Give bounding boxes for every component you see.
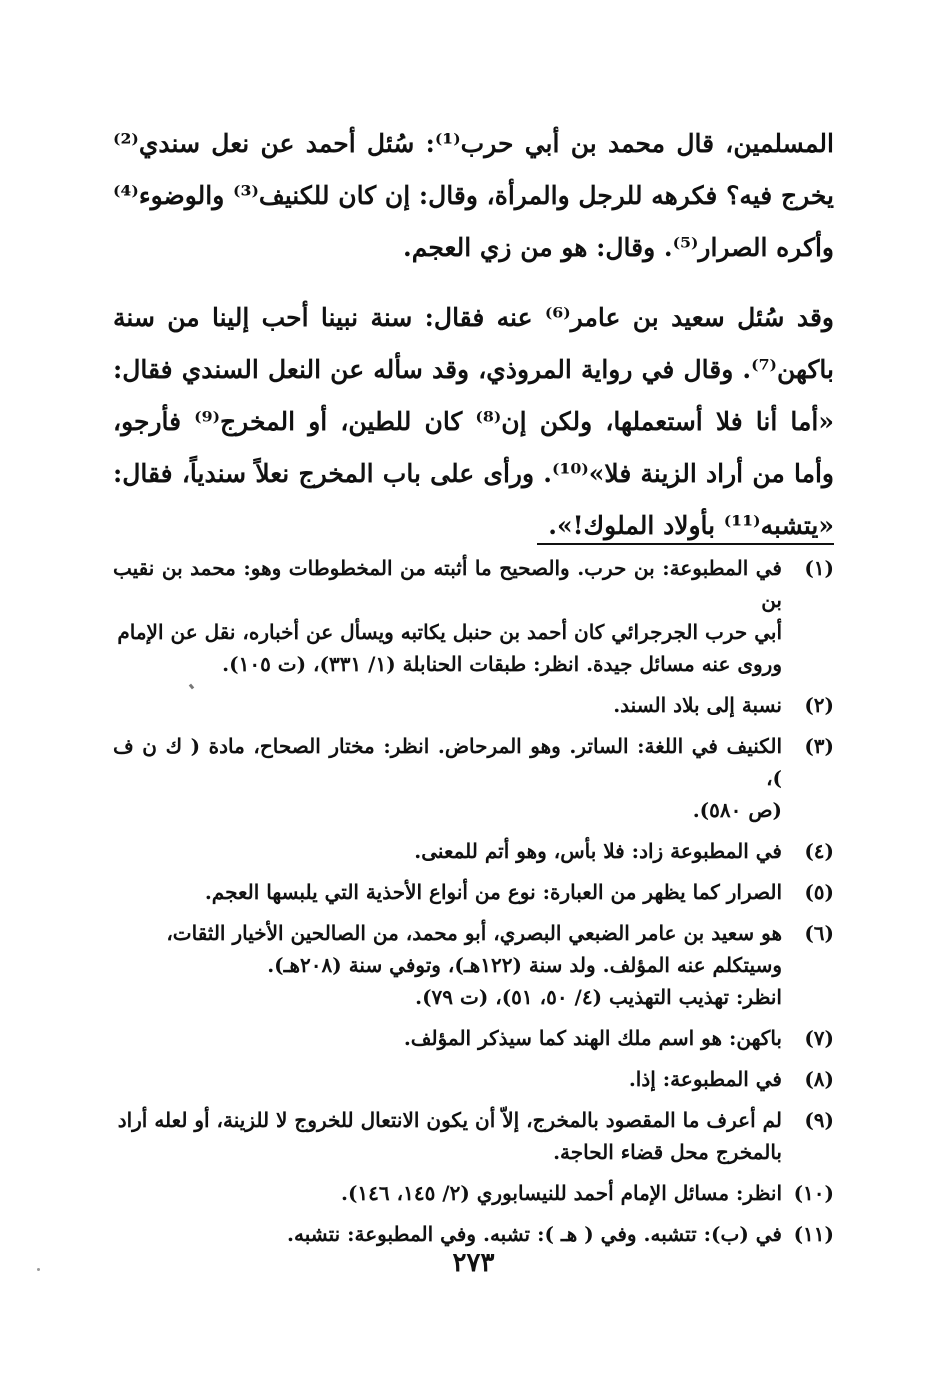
footnote-number: (١١) bbox=[793, 1222, 834, 1246]
footnote-line: الكنيف في اللغة: الساتر. وهو المرحاض. انظر: مختار الصحاح، مادة ( ك ن ف )، bbox=[113, 734, 782, 790]
footnote-text bbox=[113, 730, 782, 826]
footnote-line: انظر: تهذيب التهذيب (٤/ ٥٠، ٥١)، (ت ٧٩). bbox=[415, 985, 782, 1009]
footnote-line: باكهن: هو اسم ملك الهند كما سيذكر المؤلف. bbox=[403, 1026, 782, 1050]
footnote-text bbox=[113, 835, 782, 867]
footnote-line: الصرار كما يظهر من العبارة: نوع من أنواع الأحذية التي يلبسها العجم. bbox=[204, 880, 782, 904]
footnote-line: لم أعرف ما المقصود بالمخرج، إلاّ أن يكون الانتعال للخروج لا للزينة، أو لعله أراد bbox=[117, 1108, 782, 1132]
main-text bbox=[113, 118, 834, 552]
footnote-text bbox=[113, 1104, 782, 1168]
footnote-line: وسيتكلم عنه المؤلف. ولد سنة (١٢٢هـ)، وتوفي سنة (٢٠٨هـ). bbox=[267, 953, 782, 977]
footnote-line: نسبة إلى بلاد السند. bbox=[613, 693, 782, 717]
footnote-number: (٨) bbox=[804, 1067, 834, 1091]
footnote-4 bbox=[113, 835, 834, 867]
footnote-line: في المطبوعة: إذا. bbox=[628, 1067, 782, 1091]
footnote-line: في (ب): تتشبه. وفي ( هـ ): تشبه. وفي المطبوعة: نتشبه. bbox=[287, 1222, 782, 1246]
footnote-3 bbox=[113, 730, 834, 826]
footnote-line: انظر: مسائل الإمام أحمد للنيسابوري (٢/ ١٤٥، ١٤٦). bbox=[340, 1181, 782, 1205]
footnote-number: (٦) bbox=[804, 921, 834, 945]
footnote-number: (٩) bbox=[804, 1108, 834, 1132]
paragraph-2: وقد سُئل سعيد بن عامر⁽⁶⁾ عنه فقال: سنة نبينا أحب إلينا من سنة باكهن⁽⁷⁾. وقال في رواية المروذي، وقد سأله عن النعل السندي فقال: «أما أنا فلا أستعملها، ولكن إن⁽⁸⁾ كان للطين، أو المخرج⁽⁹⁾ فأرجو، وأما من أراد الزينة فلا»⁽¹⁰⁾. ورأى على باب المخرج نعلاً سندياً، فقال: «يتشبه⁽¹¹⁾ بأولاد الملوك!». bbox=[113, 303, 835, 540]
footnote-line: وروى عنه مسائل جيدة. انظر: طبقات الحنابلة (١/ ٣٣١)، (ت ١٠٥). bbox=[222, 652, 782, 676]
footnote-text bbox=[113, 1063, 782, 1095]
footnote-number: (٧) bbox=[804, 1026, 834, 1050]
footnote-text bbox=[113, 1177, 782, 1209]
footnote-8 bbox=[113, 1063, 834, 1095]
footnote-number: (٥) bbox=[804, 880, 834, 904]
footnote-9 bbox=[113, 1104, 834, 1168]
footnote-6 bbox=[113, 917, 834, 1013]
footnote-5 bbox=[113, 876, 834, 908]
paragraph-1: المسلمين، قال محمد بن أبي حرب⁽¹⁾: سُئل أحمد عن نعل سندي⁽²⁾ يخرج فيه؟ فكرهه للرجل والمرأة، وقال: إن كان للكنيف⁽³⁾ والوضوء⁽⁴⁾ وأكره الصرار⁽⁵⁾. وقال: هو من زي العجم. bbox=[113, 129, 834, 262]
footnote-11 bbox=[113, 1218, 834, 1250]
footnote-text bbox=[113, 689, 782, 721]
footnote-10 bbox=[113, 1177, 834, 1209]
footnote-line: في المطبوعة زاد: فلا بأس، وهو أتم للمعنى. bbox=[414, 839, 782, 863]
footnote-number: (١) bbox=[804, 556, 834, 580]
footnote-line: (ص ٥٨٠). bbox=[692, 798, 782, 822]
page-number: ٢٧٣ bbox=[452, 1248, 495, 1278]
footnote-line: بالمخرج محل قضاء الحاجة. bbox=[553, 1140, 782, 1164]
footnotes bbox=[113, 552, 834, 1259]
footnote-number: (٢) bbox=[804, 693, 834, 717]
scan-dot bbox=[37, 1268, 40, 1271]
footnote-2 bbox=[113, 689, 834, 721]
footnote-7 bbox=[113, 1022, 834, 1054]
footnote-text bbox=[113, 1022, 782, 1054]
footnote-text bbox=[113, 917, 782, 1013]
footnote-line: هو سعيد بن عامر الضبعي البصري، أبو محمد، من الصالحين الأخيار الثقات، bbox=[166, 921, 782, 945]
footnote-text bbox=[113, 552, 782, 680]
footnote-line: في المطبوعة: بن حرب. والصحيح ما أثبته من المخطوطات وهو: محمد بن نقيب بن bbox=[113, 556, 782, 612]
footnote-number: (١٠) bbox=[793, 1181, 834, 1205]
footnote-number: (٣) bbox=[804, 734, 834, 758]
footnote-text bbox=[113, 1218, 782, 1250]
footnote-number: (٤) bbox=[804, 839, 834, 863]
footnote-line: أبي حرب الجرجرائي كان أحمد بن حنبل يكاتبه ويسأل عن أخباره، نقل عن الإمام bbox=[117, 620, 782, 644]
footnote-1 bbox=[113, 552, 834, 680]
footnote-text bbox=[113, 876, 782, 908]
footnote-separator bbox=[537, 543, 834, 545]
